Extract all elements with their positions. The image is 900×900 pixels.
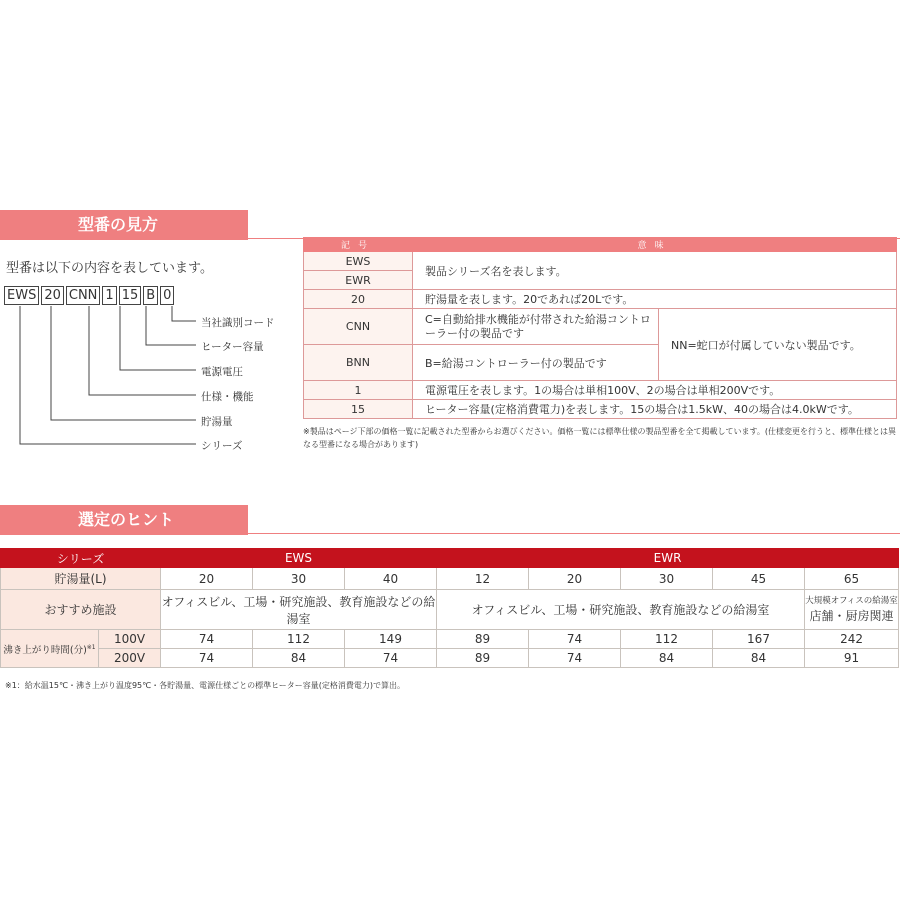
symbol-20: 20 — [304, 290, 413, 309]
label-company-code: 当社識別コード — [201, 317, 275, 329]
code-part-heater: 15 — [119, 286, 142, 305]
symbol-15: 15 — [304, 400, 413, 419]
header-symbol: 記号 — [304, 238, 413, 252]
capacity-label: 貯湯量(L) — [1, 568, 161, 590]
capacity-cell: 20 — [161, 568, 253, 590]
time-cell: 167 — [713, 630, 805, 649]
series-ewr: EWR — [437, 549, 899, 568]
time-cell: 84 — [621, 649, 713, 668]
capacity-cell: 40 — [345, 568, 437, 590]
selection-note: ※1：給水温15℃・沸き上がり温度95℃・各貯湯量、電源仕様ごとの標準ヒーター容量(定格消費電力)で算出。 — [5, 681, 406, 690]
time-cell: 74 — [529, 649, 621, 668]
facility-65 — [805, 590, 899, 630]
voltage-100v: 100V — [99, 630, 161, 649]
capacity-cell: 20 — [529, 568, 621, 590]
section-rule — [248, 533, 900, 534]
intro-text: 型番は以下の内容を表しています。 — [6, 261, 213, 276]
code-diagram — [0, 300, 300, 460]
meaning-table — [303, 237, 897, 419]
meaning-1: 電源電圧を表します。1の場合は単相100V、2の場合は単相200Vです。 — [413, 381, 897, 400]
meaning-note: ※製品はページ下部の価格一覧に記載された型番からお選びください。価格一覧には標準仕様の製品型番を全て掲載しています。(仕様変更を行うと、標準仕様とは異なる型番になる場合があります) — [303, 427, 897, 449]
facility-ewr: オフィスビル、工場・研究施設、教育施設などの給湯室 — [437, 590, 805, 630]
meaning-series: 製品シリーズ名を表します。 — [413, 252, 897, 290]
time-cell: 74 — [161, 630, 253, 649]
selection-table — [0, 548, 899, 668]
symbol-bnn: BNN — [304, 345, 413, 381]
code-part-id: 0 — [160, 286, 174, 305]
capacity-cell: 12 — [437, 568, 529, 590]
capacity-cell: 65 — [805, 568, 899, 590]
series-label: シリーズ — [1, 549, 161, 568]
label-capacity: 貯湯量 — [201, 416, 233, 428]
time-cell: 112 — [621, 630, 713, 649]
section-title: 選定のヒント — [0, 505, 248, 535]
time-cell: 149 — [345, 630, 437, 649]
code-part-series: EWS — [4, 286, 39, 305]
time-cell: 74 — [161, 649, 253, 668]
time-label: 沸き上がり時間(分) — [3, 644, 87, 656]
section-title: 型番の見方 — [0, 210, 248, 240]
time-cell: 84 — [253, 649, 345, 668]
code-part-voltage: 1 — [102, 286, 116, 305]
facility-65-line1: 大規模オフィスの給湯室 — [805, 596, 898, 606]
voltage-200v: 200V — [99, 649, 161, 668]
facility-label: おすすめ施設 — [1, 590, 161, 630]
time-cell: 112 — [253, 630, 345, 649]
label-voltage: 電源電圧 — [201, 366, 243, 378]
facility-65-line2: 店舗・厨房関連 — [809, 609, 894, 623]
meaning-bnn: B=給湯コントローラー付の製品です — [413, 345, 659, 381]
code-part-capacity: 20 — [41, 286, 64, 305]
time-cell: 242 — [805, 630, 899, 649]
meaning-15: ヒーター容量(定格消費電力)を表します。15の場合は1.5kW、40の場合は4.0kWです。 — [413, 400, 897, 419]
code-part-b: B — [143, 286, 158, 305]
time-cell: 74 — [345, 649, 437, 668]
meaning-nn: NN=蛇口が付属していない製品です。 — [659, 309, 897, 381]
capacity-cell: 30 — [253, 568, 345, 590]
capacity-cell: 30 — [621, 568, 713, 590]
time-cell: 74 — [529, 630, 621, 649]
code-part-spec: CNN — [66, 286, 101, 305]
time-cell: 84 — [713, 649, 805, 668]
symbol-1: 1 — [304, 381, 413, 400]
time-sup: ※1 — [86, 643, 96, 651]
label-spec: 仕様・機能 — [201, 391, 254, 403]
section-header-selection-tips — [0, 505, 900, 535]
facility-ews: オフィスビル、工場・研究施設、教育施設などの給湯室 — [161, 590, 437, 630]
header-meaning: 意味 — [413, 238, 897, 252]
time-cell: 89 — [437, 630, 529, 649]
meaning-20: 貯湯量を表します。20であれば20Lです。 — [413, 290, 897, 309]
time-cell: 89 — [437, 649, 529, 668]
capacity-cell: 45 — [713, 568, 805, 590]
section-header-model-number — [0, 210, 900, 240]
meaning-cnn: C=自動給排水機能が付帯された給湯コントローラー付の製品です — [413, 309, 659, 345]
symbol-ews: EWS — [304, 252, 413, 271]
time-cell: 91 — [805, 649, 899, 668]
symbol-cnn: CNN — [304, 309, 413, 345]
time-label-cell — [1, 630, 99, 668]
label-heater-capacity: ヒーター容量 — [201, 341, 264, 353]
symbol-ewr: EWR — [304, 271, 413, 290]
label-series: シリーズ — [201, 440, 243, 452]
series-ews: EWS — [161, 549, 437, 568]
